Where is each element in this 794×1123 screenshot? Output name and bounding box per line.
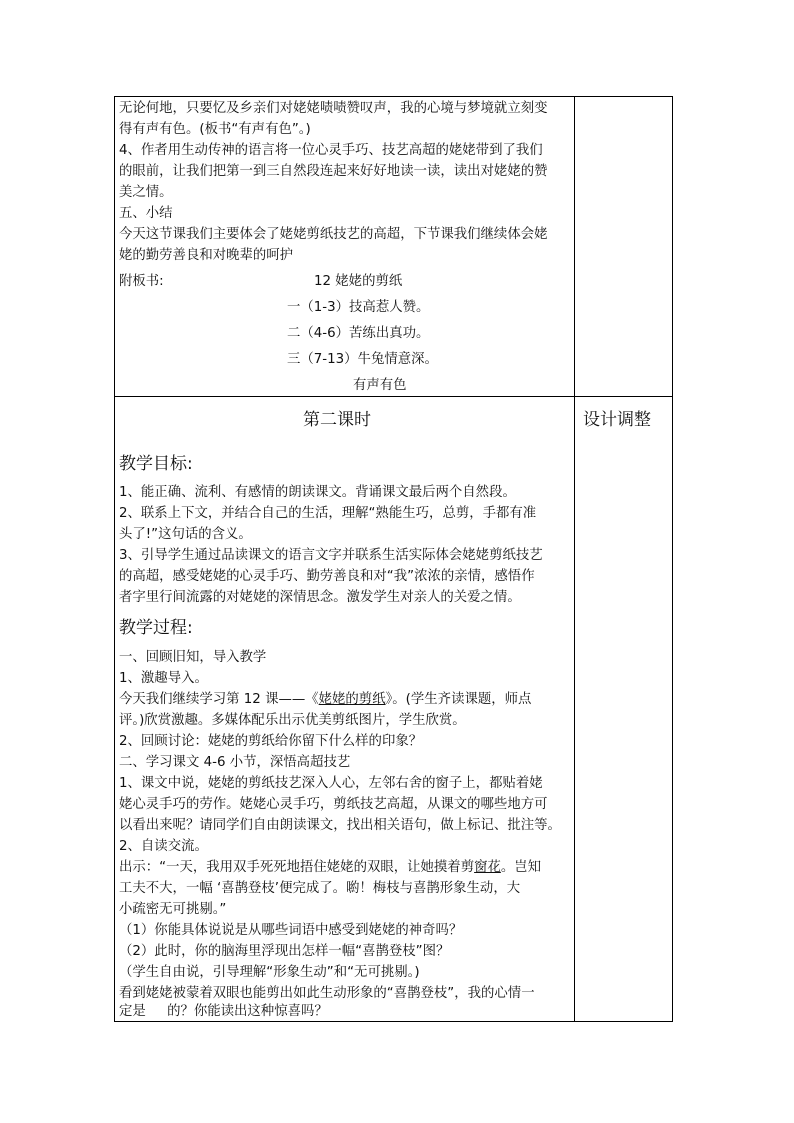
text-line: 4、作者用生动传神的语言将一位心灵手巧、技艺高超的姥姥带到了我们: [119, 143, 543, 158]
text-line: 定是 的？你能读出这种惊喜吗？: [119, 1004, 328, 1019]
text-line: 评。)欣赏激趣。多媒体配乐出示优美剪纸图片，学生欣赏。: [119, 713, 466, 728]
text-segment: 出示：“一天，我用双手死死地捂住姥姥的双眼，让她摸着剪: [119, 860, 475, 875]
text-line: [119, 690, 531, 709]
lesson-title: 第二课时: [303, 410, 371, 430]
process-heading: 教学过程:: [119, 618, 193, 638]
goal-line: 1、能正确、流利、有感情的朗读课文。背诵课文最后两个自然段。: [119, 485, 516, 500]
text-line: 姥的勤劳善良和对晚辈的呵护: [119, 248, 294, 263]
board-item: 一（1-3）技高惹人赞。: [287, 300, 430, 315]
text-line: 今天这节课我们主要体会了姥姥剪纸技艺的高超，下节课我们继续体会姥: [119, 227, 548, 242]
section-heading: 一、回顾旧知，导入教学: [119, 650, 267, 665]
text-line: 的眼前，让我们把第一到三自然段连起来好好地读一读，读出对姥姥的赞: [119, 164, 548, 179]
text-line: 姥心灵手巧的劳作。姥姥心灵手巧，剪纸技艺高超，从课文的哪些地方可: [119, 797, 548, 812]
text-line: 2、自读交流。: [119, 839, 208, 854]
goal-line: 3、引导学生通过品读课文的语言文字并联系生活实际体会姥姥剪纸技艺: [119, 548, 543, 563]
board-label: 附板书:: [119, 274, 164, 289]
side-cell: [575, 97, 672, 396]
board-item: 三（7-13）牛兔情意深。: [287, 352, 438, 367]
text-line: 1、激趣导入。: [119, 671, 208, 686]
goal-line: 者字里行间流露的对姥姥的深情思念。激发学生对亲人的关爱之情。: [119, 590, 521, 605]
text-line: 得有声有色。(板书“有声有色”。): [119, 122, 311, 137]
lesson-plan-table: [114, 96, 673, 1022]
text-line: （学生自由说，引导理解“形象生动”和“无可挑剔。): [119, 965, 420, 980]
side-cell: [575, 397, 672, 1021]
text-line: 2、回顾讨论：姥姥的剪纸给你留下什么样的印象？: [119, 734, 423, 749]
table-row-continued-lesson: [115, 97, 672, 397]
text-line: 小疏密无可挑剔。”: [119, 902, 227, 917]
board-item: 二（4-6）苦练出真功。: [287, 326, 430, 341]
goal-line: 头了!”这句话的含义。: [119, 527, 252, 542]
text-line: 看到姥姥被蒙着双眼也能剪出如此生动形象的“喜鹊登枝”，我的心情一: [119, 986, 535, 1001]
section-heading: 二、学习课文 4-6 小节，深悟高超技艺: [119, 755, 351, 770]
text-line: （2）此时，你的脑海里浮现出怎样一幅“喜鹊登枝”图？: [119, 944, 450, 959]
table-row-second-lesson: [115, 397, 672, 1021]
text-segment: 。岂知: [500, 860, 542, 875]
text-line: 1、课文中说，姥姥的剪纸技艺深入人心，左邻右舍的窗子上，都贴着姥: [119, 776, 543, 791]
board-footer: 有声有色: [353, 378, 407, 393]
design-adjustment-heading: 设计调整: [583, 410, 651, 430]
text-line: [119, 858, 541, 877]
text-line: （1）你能具体说说是从哪些词语中感受到姥姥的神奇吗？: [119, 923, 463, 938]
text-segment: 》。(学生齐读课题，师点: [385, 692, 532, 707]
main-cell: [119, 397, 571, 1021]
underlined-word: 窗花: [474, 860, 501, 875]
text-line: 无论何地，只要忆及乡亲们对姥姥啧啧赞叹声，我的心境与梦境就立刻变: [119, 101, 548, 116]
text-segment: 今天我们继续学习第 12 课——《: [119, 692, 319, 707]
text-line: 以看出来呢？请同学们自由朗读课文，找出相关语句，做上标记、批注等。: [119, 818, 561, 833]
goal-line: 2、联系上下文，并结合自己的生活，理解“熟能生巧，总剪，手都有准: [119, 506, 537, 521]
text-line: 美之情。: [119, 185, 173, 200]
text-line: 工夫不大，一幅 ‘喜鹊登枝’便完成了。喲！梅枝与喜鹊形象生动，大: [119, 881, 521, 896]
main-cell: [119, 97, 571, 396]
goal-line: 的高超，感受姥姥的心灵手巧、勤劳善良和对“我”浓浓的亲情，感悟作: [119, 569, 535, 584]
lesson-title-link: 姥姥的剪纸: [318, 692, 386, 707]
section-heading: 五、小结: [119, 206, 173, 221]
board-title: 12 姥姥的剪纸: [314, 274, 403, 289]
goals-heading: 教学目标:: [119, 454, 193, 474]
